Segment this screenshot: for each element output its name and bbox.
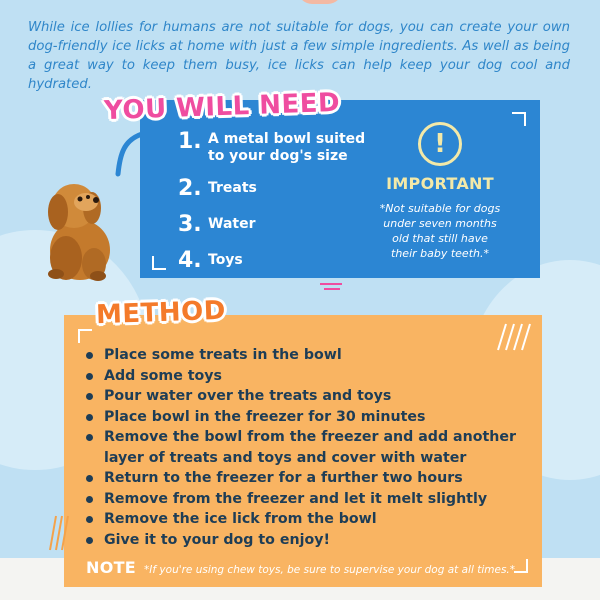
supply-text: A metal bowl suited to your dog's size	[208, 131, 366, 164]
supply-item	[178, 130, 383, 165]
method-step: Remove the bowl from the freezer and add another layer of treats and toys and cover with water	[84, 427, 524, 468]
important-note: *Not suitable for dogs under seven months old that still have their baby teeth.*	[379, 202, 501, 260]
method-step: Pour water over the treats and toys	[84, 386, 524, 407]
method-step: Place bowl in the freezer for 30 minutes	[84, 407, 524, 428]
intro-paragraph: While ice lollies for humans are not suitable for dogs, you can create your own dog-friendly ice licks at home with just a few simple ingredients. As well as being a great way to keep them busy, ice licks can help keep your dog cool and hydrated.	[28, 20, 570, 92]
you-will-need-heading: YOU WILL NEED	[103, 87, 341, 127]
supply-item	[178, 177, 383, 201]
supply-text: Water	[208, 216, 256, 232]
important-label: IMPORTANT	[386, 174, 494, 193]
panel-corner-bracket	[514, 559, 528, 573]
supplies-list	[178, 130, 383, 285]
supply-number: 1.	[178, 129, 202, 154]
supply-item	[178, 213, 383, 237]
method-step: Remove the ice lick from the bowl	[84, 509, 524, 530]
supply-text: Toys	[208, 252, 243, 268]
supply-item	[178, 249, 383, 273]
panel-corner-bracket	[78, 329, 92, 343]
note-label: NOTE	[86, 558, 137, 577]
supply-text: Treats	[208, 180, 257, 196]
supply-number: 2.	[178, 176, 202, 201]
supply-number: 3.	[178, 212, 202, 237]
note-row	[86, 558, 515, 577]
panel-corner-bracket	[512, 112, 526, 126]
exclamation-icon: !	[418, 122, 462, 166]
peach-accent	[298, 0, 342, 4]
method-steps-list	[84, 345, 524, 550]
orange-stripes-decoration	[46, 512, 70, 552]
note-text: *If you're using chew toys, be sure to supervise your dog at all times.*	[144, 564, 515, 576]
dog-illustration	[36, 172, 116, 282]
speech-tail-decoration	[112, 130, 146, 180]
method-heading: METHOD	[95, 295, 227, 331]
panel-corner-bracket	[152, 256, 166, 270]
method-step: Add some toys	[84, 366, 524, 387]
method-step: Return to the freezer for a further two hours	[84, 468, 524, 489]
supply-number: 4.	[178, 248, 202, 273]
method-step: Remove from the freezer and let it melt slightly	[84, 489, 524, 510]
method-step: Give it to your dog to enjoy!	[84, 530, 524, 551]
method-step: Place some treats in the bowl	[84, 345, 524, 366]
